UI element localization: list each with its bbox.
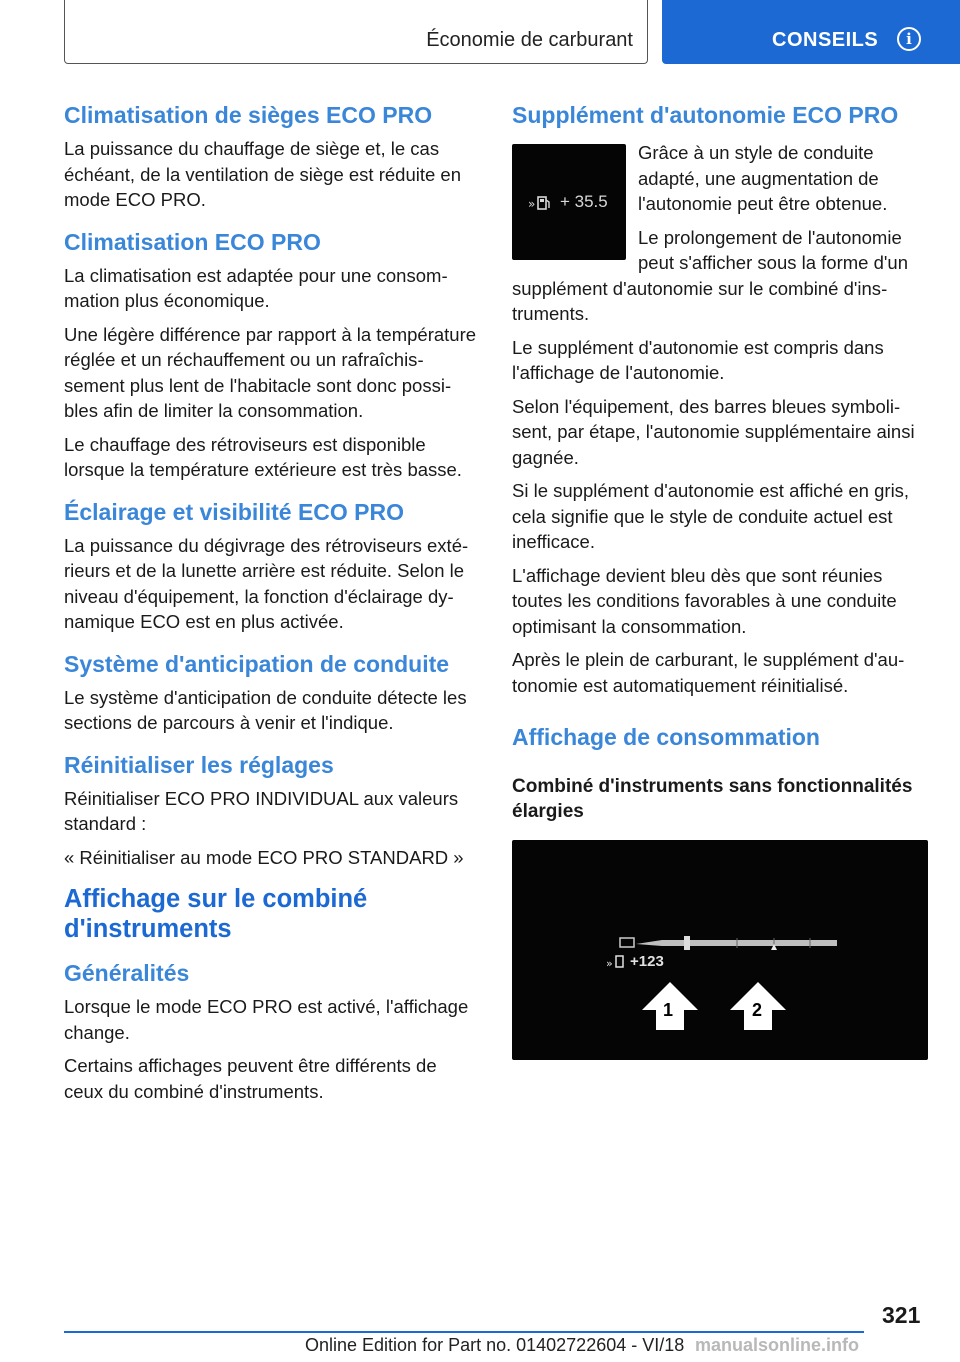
section-title: Supplément d'autonomie ECO PRO — [512, 102, 899, 128]
paragraph: Le supplément d'autonomie est compris dans l'affichage de l'autonomie. — [512, 336, 884, 383]
paragraph: Lorsque le mode ECO PRO est activé, l'affichage change. — [64, 996, 469, 1043]
paragraph: Le prolongement de l'autonomie peut s'afficher sous la forme d'un supplément d'autonomie sur le combiné d'instruments. — [512, 226, 908, 324]
section-title: Généralités — [64, 960, 190, 986]
header-tab-conseils[interactable] — [662, 0, 960, 64]
footer-edition: Online Edition for Part no. 01402722604 - VI/18 — [305, 1335, 685, 1355]
paragraph: Après le plein de carburant, le supplément d'autonomie est automatiquement réinitialisé. — [512, 649, 905, 696]
paragraph: La puissance du chauffage de siège et, le cas échéant, de la ventilation de siège est réduite en mode ECO PRO. — [64, 138, 462, 210]
callout-label-1: 1 — [663, 1000, 674, 1020]
fuel-pump-icon — [528, 194, 558, 214]
paragraph: Selon l'équipement, des barres bleues symbolisent, par étape, l'autonomie supplémentaire ainsi gagnée. — [512, 395, 915, 468]
section-instrument-display — [64, 884, 478, 944]
section-title: Système d'anticipation de conduite — [64, 650, 450, 677]
section-anticipation — [64, 649, 478, 736]
paragraph: L'affichage devient bleu dès que sont réunies toutes les conditions favorables à une conduite optimisant la consommation. — [512, 564, 897, 637]
section-title: Climatisation de sièges ECO PRO — [64, 102, 433, 128]
paragraph: Réinitialiser ECO PRO INDIVIDUAL aux valeurs standard : — [64, 787, 459, 834]
section-title: Réinitialiser les réglages — [64, 751, 334, 778]
range-extension-value: + 35.5 — [560, 192, 608, 211]
header-section-title: Économie de carburant — [426, 29, 633, 51]
paragraph: Si le supplément d'autonomie est affiché en gris, cela signifie que le style de conduite actuel est inefficace. — [512, 480, 910, 552]
svg-text:»: » — [606, 957, 613, 970]
paragraph: Certains affichages peuvent être différents de ceux du combiné d'instruments. — [64, 1055, 437, 1102]
section-range-extension — [512, 100, 928, 698]
paragraph: Grâce à un style de conduite adapté, une augmentation de l'autonomie peut être obtenue. — [638, 142, 888, 214]
section-seat-climate — [64, 100, 478, 213]
section-reset — [64, 750, 478, 871]
section-climate — [64, 227, 478, 483]
section-general — [64, 958, 478, 1104]
watermark: manualsonline.info — [695, 1335, 860, 1355]
paragraph: La climatisation est adaptée pour une consommation plus économique. — [64, 264, 448, 311]
section-title: Affichage de consommation — [512, 724, 820, 750]
section-title: Éclairage et visibilité ECO PRO — [64, 498, 405, 525]
info-icon[interactable]: i — [897, 27, 921, 51]
consumption-display-figure — [512, 840, 928, 1060]
header-section-box — [64, 0, 648, 64]
svg-text:»: » — [528, 197, 536, 211]
fuel-gauge-bar — [512, 840, 928, 1060]
right-column — [512, 100, 928, 1074]
section-title: Climatisation ECO PRO — [64, 228, 321, 255]
footer-divider — [64, 1331, 864, 1333]
chapter-title: Affichage sur le combiné d'instruments — [64, 885, 368, 943]
page-number: 321 — [882, 1302, 921, 1328]
consumption-value: +123 — [630, 953, 664, 970]
subsection-title: Combiné d'instruments sans fonctionnalités élargies — [512, 776, 913, 822]
header-tab-label: CONSEILS — [772, 29, 879, 51]
left-column — [64, 100, 478, 1118]
paragraph: Le système d'anticipation de conduite détecte les sections de parcours à venir et l'indique. — [64, 686, 467, 733]
paragraph: « Réinitialiser au mode ECO PRO STANDARD » — [64, 846, 464, 868]
section-lighting — [64, 497, 478, 635]
callout-label-2: 2 — [752, 1000, 763, 1020]
paragraph: La puissance du dégivrage des rétroviseurs extérieurs et de la lunette arrière est réduite. Selon le niveau d'équipement, la fonction d'éclairage dynamique ECO est en plus activée. — [64, 534, 469, 632]
range-display-figure — [512, 144, 626, 260]
paragraph: Une légère différence par rapport à la température réglée et un réchauffement ou un rafraîchissement plus lent de l'habitacle sont donc possibles afin de limiter la consommation. — [64, 323, 477, 421]
section-consumption-display — [512, 722, 928, 1060]
paragraph: Le chauffage des rétroviseurs est disponible lorsque la température extérieure est très basse. — [64, 433, 462, 480]
